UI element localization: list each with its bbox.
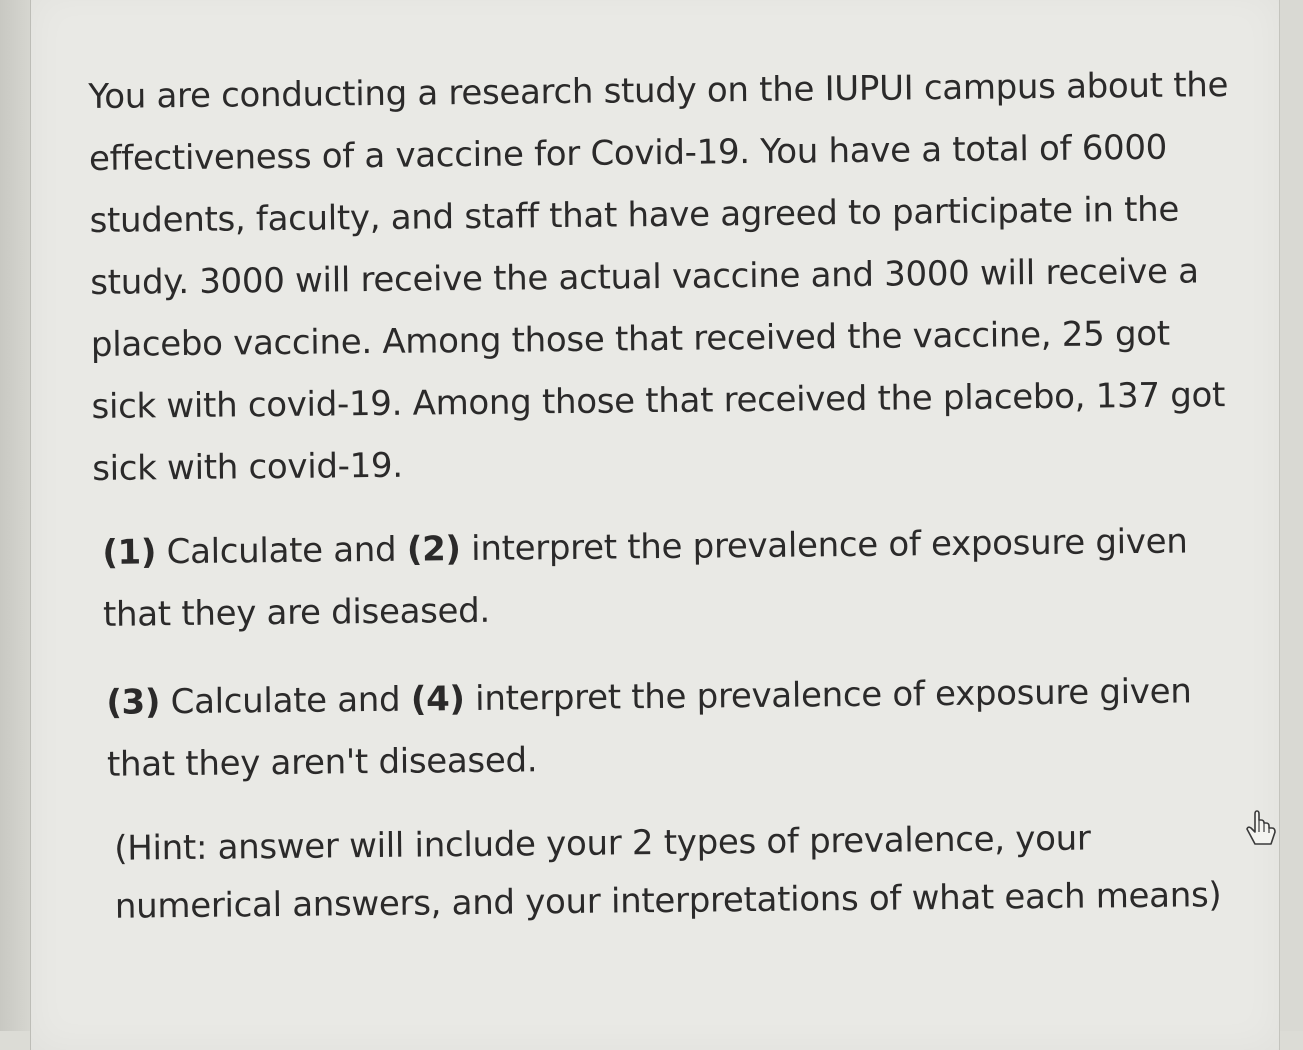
question-part-3-4 — [88, 660, 1239, 796]
part-1-text: Calculate and — [155, 529, 408, 573]
question-intro: You are conducting a research study on the IUPUI campus about the effectiveness of a vaccine for Covid-19. You have a total of 6000 students, faculty, and staff that have agreed to participate in the study. 3000 will receive the actual vaccine and 3000 will receive a placebo vaccine. Among those that received the vaccine, 25 got sick with covid-19. Among those that received the placebo, 137 got sick with covid-19. — [88, 65, 1229, 489]
part-3-number: (3) — [106, 682, 161, 723]
part-4-number: (4) — [410, 679, 465, 720]
right-screen-edge — [1279, 0, 1303, 1031]
part-1-number: (1) — [102, 532, 157, 573]
question-hint: (Hint: answer will include your 2 types of prevalence, your numerical answers, and your interpretations of what each means) — [114, 818, 1222, 927]
left-screen-edge — [0, 0, 30, 1031]
part-2-text: interpret the prevalence of exposure given that they are diseased. — [102, 521, 1188, 635]
part-2-number: (2) — [406, 529, 461, 570]
hand-pointer-icon — [1245, 810, 1279, 852]
question-text — [88, 66, 1238, 936]
part-4-text: interpret the prevalence of exposure given that they aren't diseased. — [106, 671, 1192, 785]
part-3-text: Calculate and — [159, 679, 412, 723]
question-part-1-2 — [88, 510, 1239, 646]
